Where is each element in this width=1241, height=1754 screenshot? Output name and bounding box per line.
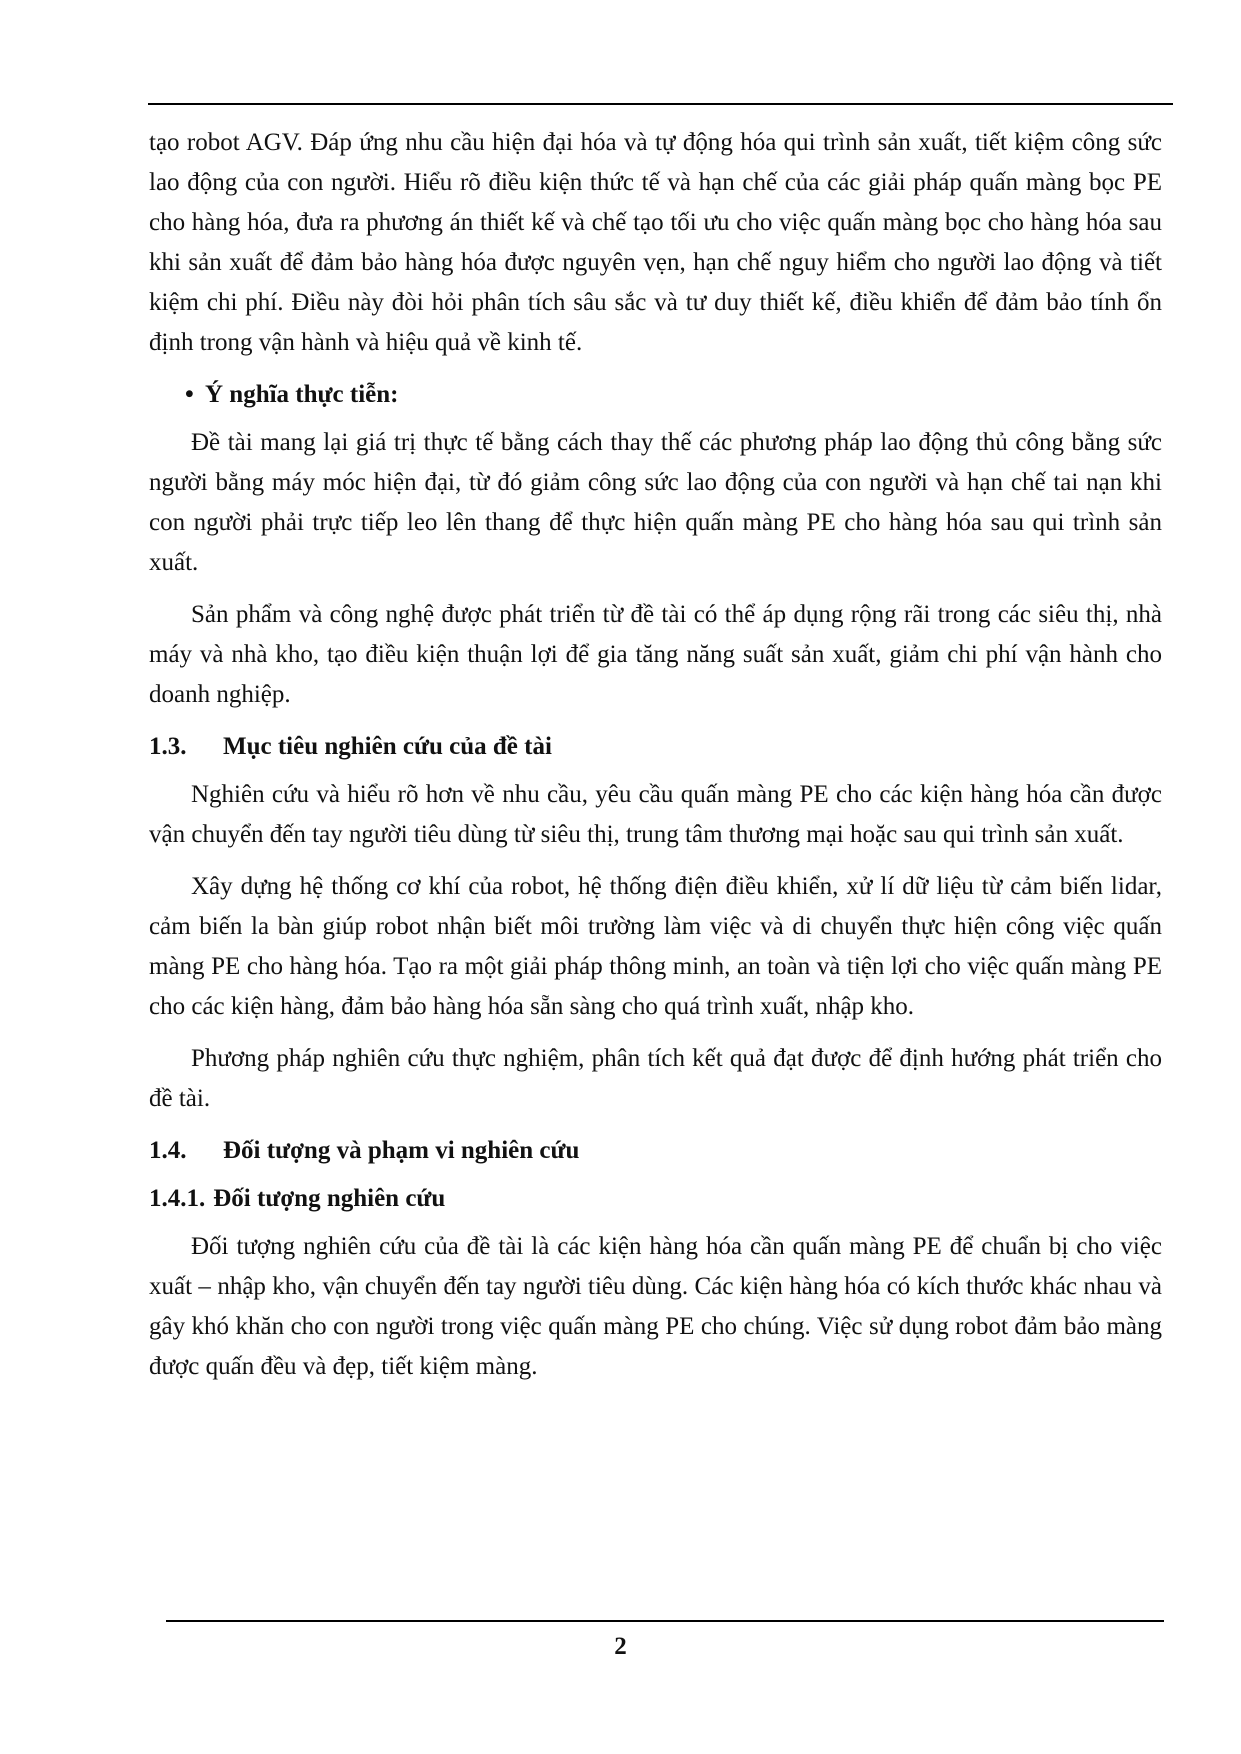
section-number: 1.3. (149, 733, 187, 760)
page-content (149, 123, 1162, 1399)
section-number: 1.4. (149, 1137, 187, 1164)
section-heading-1-3 (149, 727, 1162, 767)
section-title: Đối tượng nghiên cứu (213, 1185, 446, 1212)
objectives-paragraph-3: Phương pháp nghiên cứu thực nghiệm, phân tích kết quả đạt được để định hướng phát triển cho đề tài. (149, 1045, 1162, 1112)
intro-paragraph: tạo robot AGV. Đáp ứng nhu cầu hiện đại hóa và tự động hóa qui trình sản xuất, tiết kiệm công sức lao động của con người. Hiểu rõ điều kiện thức tế và hạn chế của các giải pháp quấn màng bọc PE cho hàng hóa, đưa ra phương án thiết kế và chế tạo tối ưu cho việc quấn màng bọc cho hàng hóa sau khi sản xuất để đảm bảo hàng hóa được nguyên vẹn, hạn chế nguy hiểm cho người lao động và tiết kiệm chi phí. Điều này đòi hỏi phân tích sâu sắc và tư duy thiết kế, điều khiển để đảm bảo tính ổn định trong vận hành và hiệu quả về kinh tế. (149, 129, 1162, 356)
practical-paragraph-1: Đề tài mang lại giá trị thực tế bằng cách thay thế các phương pháp lao động thủ công bằng sức người bằng máy móc hiện đại, từ đó giảm công sức lao động của con người và hạn chế tai nạn khi con người phải trực tiếp leo lên thang để thực hiện quấn màng PE cho hàng hóa sau qui trình sản xuất. (149, 429, 1162, 576)
objectives-paragraph-2: Xây dựng hệ thống cơ khí của robot, hệ thống điện điều khiển, xử lí dữ liệu từ cảm biến lidar, cảm biến la bàn giúp robot nhận biết môi trường làm việc và di chuyển thực hiện công việc quấn màng PE cho hàng hóa. Tạo ra một giải pháp thông minh, an toàn và tiện lợi cho việc quấn màng PE cho các kiện hàng, đảm bảo hàng hóa sẵn sàng cho quá trình xuất, nhập kho. (149, 873, 1162, 1020)
section-heading-1-4-1 (149, 1179, 1162, 1219)
practical-meaning-title: Ý nghĩa thực tiễn: (205, 381, 399, 408)
section-heading-1-4 (149, 1131, 1162, 1171)
practical-meaning-heading (149, 375, 1162, 415)
footer-rule (166, 1620, 1164, 1622)
objectives-paragraph-1: Nghiên cứu và hiểu rõ hơn về nhu cầu, yêu cầu quấn màng PE cho các kiện hàng hóa cần được vận chuyển đến tay người tiêu dùng từ siêu thị, trung tâm thương mại hoặc sau qui trình sản xuất. (149, 781, 1162, 848)
section-title: Đối tượng và phạm vi nghiên cứu (223, 1137, 580, 1164)
bullet-icon: • (185, 381, 194, 408)
header-rule (148, 103, 1173, 105)
subjects-paragraph-1: Đối tượng nghiên cứu của đề tài là các kiện hàng hóa cần quấn màng PE để chuẩn bị cho việc xuất – nhập kho, vận chuyển đến tay người tiêu dùng. Các kiện hàng hóa có kích thước khác nhau và gây khó khăn cho con người trong việc quấn màng PE cho chúng. Việc sử dụng robot đảm bảo màng được quấn đều và đẹp, tiết kiệm màng. (149, 1233, 1162, 1380)
practical-paragraph-2: Sản phẩm và công nghệ được phát triển từ đề tài có thể áp dụng rộng rãi trong các siêu thị, nhà máy và nhà kho, tạo điều kiện thuận lợi để gia tăng năng suất sản xuất, giảm chi phí vận hành cho doanh nghiệp. (149, 601, 1162, 708)
section-title: Mục tiêu nghiên cứu của đề tài (223, 733, 552, 760)
page-number: 2 (614, 1633, 627, 1660)
section-number: 1.4.1. (149, 1185, 206, 1212)
